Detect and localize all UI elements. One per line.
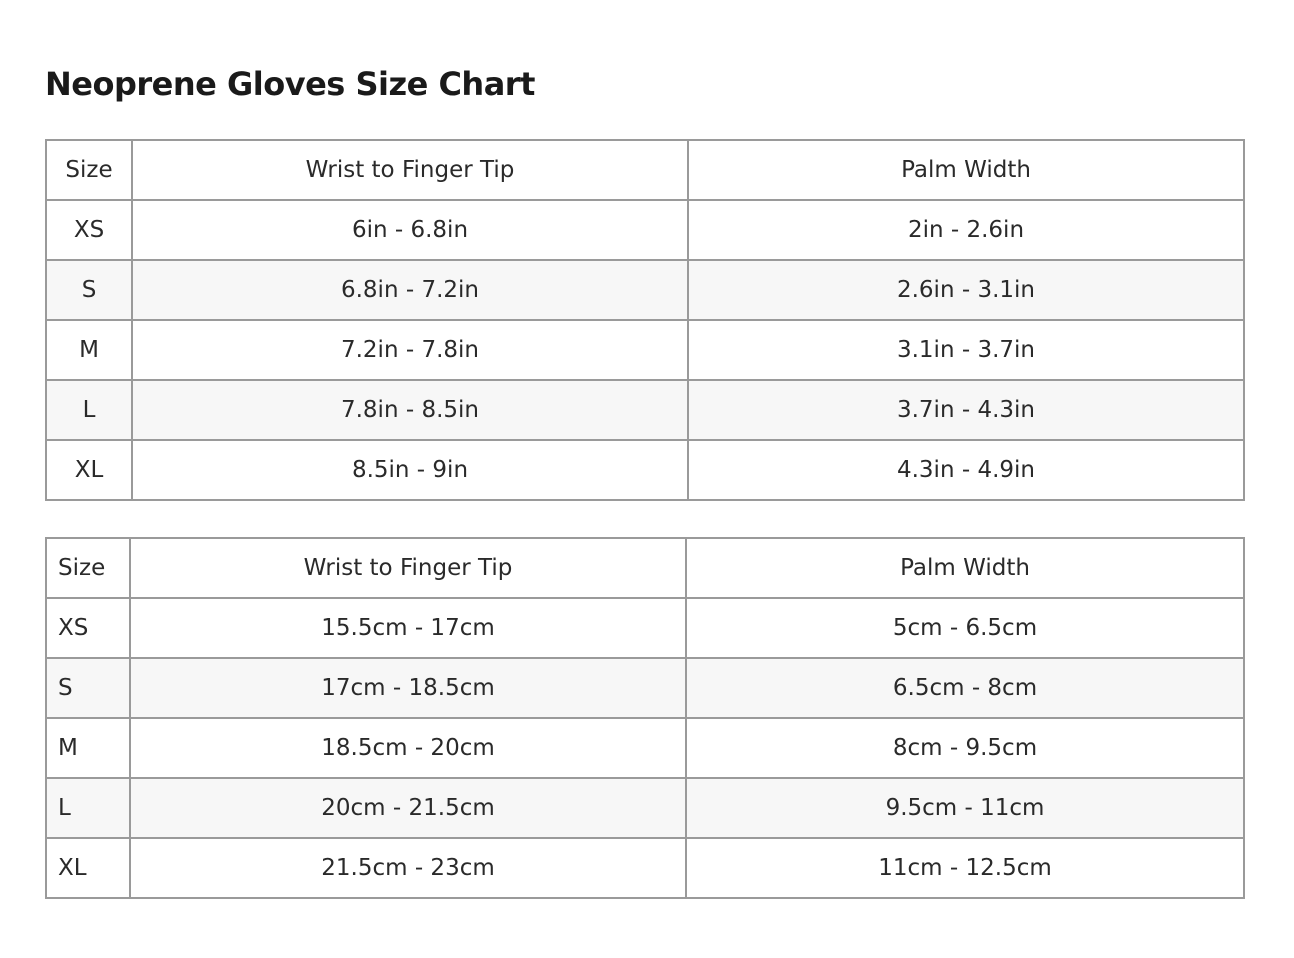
palm-cell: 9.5cm - 11cm bbox=[686, 778, 1244, 838]
palm-cell: 5cm - 6.5cm bbox=[686, 598, 1244, 658]
table-row bbox=[46, 200, 1244, 260]
size-cell: XS bbox=[46, 200, 132, 260]
wrist-cell: 7.2in - 7.8in bbox=[132, 320, 688, 380]
size-cell: L bbox=[46, 778, 130, 838]
size-cell: XL bbox=[46, 440, 132, 500]
table-row bbox=[46, 440, 1244, 500]
size-cell: S bbox=[46, 658, 130, 718]
wrist-cell: 20cm - 21.5cm bbox=[130, 778, 686, 838]
palm-cell: 6.5cm - 8cm bbox=[686, 658, 1244, 718]
table-row bbox=[46, 838, 1244, 898]
palm-cell: 4.3in - 4.9in bbox=[688, 440, 1244, 500]
size-cell: M bbox=[46, 718, 130, 778]
wrist-cell: 21.5cm - 23cm bbox=[130, 838, 686, 898]
size-cell: XS bbox=[46, 598, 130, 658]
palm-cell: 3.1in - 3.7in bbox=[688, 320, 1244, 380]
table-row bbox=[46, 380, 1244, 440]
palm-cell: 11cm - 12.5cm bbox=[686, 838, 1244, 898]
size-table-cm bbox=[45, 537, 1245, 899]
table-row bbox=[46, 598, 1244, 658]
header-palm-width: Palm Width bbox=[686, 538, 1244, 598]
wrist-cell: 18.5cm - 20cm bbox=[130, 718, 686, 778]
palm-cell: 2.6in - 3.1in bbox=[688, 260, 1244, 320]
size-cell: L bbox=[46, 380, 132, 440]
table-header-row bbox=[46, 140, 1244, 200]
wrist-cell: 6in - 6.8in bbox=[132, 200, 688, 260]
size-cell: M bbox=[46, 320, 132, 380]
wrist-cell: 6.8in - 7.2in bbox=[132, 260, 688, 320]
palm-cell: 8cm - 9.5cm bbox=[686, 718, 1244, 778]
table-row bbox=[46, 778, 1244, 838]
table-row bbox=[46, 320, 1244, 380]
size-cell: XL bbox=[46, 838, 130, 898]
size-cell: S bbox=[46, 260, 132, 320]
table-row bbox=[46, 260, 1244, 320]
table-row bbox=[46, 658, 1244, 718]
header-wrist-to-finger-tip: Wrist to Finger Tip bbox=[132, 140, 688, 200]
wrist-cell: 17cm - 18.5cm bbox=[130, 658, 686, 718]
table-header-row bbox=[46, 538, 1244, 598]
wrist-cell: 15.5cm - 17cm bbox=[130, 598, 686, 658]
header-size: Size bbox=[46, 140, 132, 200]
table-row bbox=[46, 718, 1244, 778]
wrist-cell: 7.8in - 8.5in bbox=[132, 380, 688, 440]
palm-cell: 2in - 2.6in bbox=[688, 200, 1244, 260]
page-title: Neoprene Gloves Size Chart bbox=[45, 65, 535, 103]
header-palm-width: Palm Width bbox=[688, 140, 1244, 200]
palm-cell: 3.7in - 4.3in bbox=[688, 380, 1244, 440]
header-size: Size bbox=[46, 538, 130, 598]
size-table-inches bbox=[45, 139, 1245, 501]
header-wrist-to-finger-tip: Wrist to Finger Tip bbox=[130, 538, 686, 598]
wrist-cell: 8.5in - 9in bbox=[132, 440, 688, 500]
